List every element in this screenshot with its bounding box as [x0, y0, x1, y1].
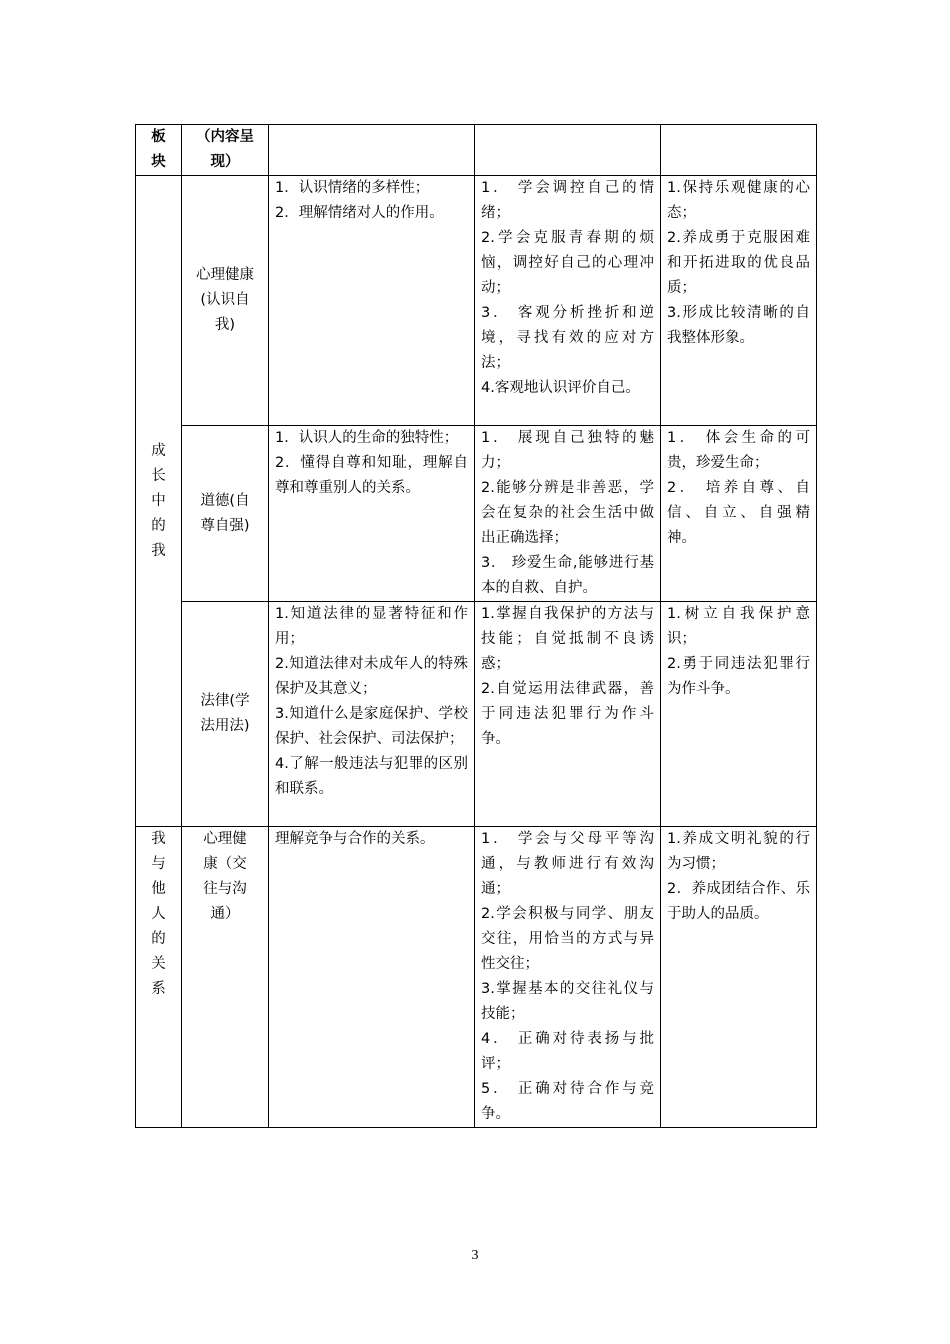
topic-cell: 心理健康(认识自我) — [182, 176, 269, 426]
header-content: （内容呈现） — [182, 125, 269, 176]
topic-cell: 法律(学法用法) — [182, 602, 269, 827]
section-label: 成长中的我 — [136, 176, 182, 827]
header-section: 板块 — [136, 125, 182, 176]
knowledge-cell: 1.知道法律的显著特征和作用； 2.知道法律对未成年人的特殊保护及其意义； 3.知道什么是家庭保护、学校保护、社会保护、司法保护； 4.了解一般违法与犯罪的区别和联系。 — [269, 602, 475, 827]
ability-cell: 1． 学会调控自己的情绪； 2.学会克服青春期的烦恼，调控好自己的心理冲动； 3． 客观分析挫折和逆境，寻找有效的应对方法； 4.客观地认识评价自己。 — [475, 176, 661, 426]
header-knowledge — [269, 125, 475, 176]
section-label: 我与他人的关系 — [136, 827, 182, 1128]
knowledge-cell: 1．认识人的生命的独特性； 2．懂得自尊和知耻，理解自尊和尊重别人的关系。 — [269, 426, 475, 602]
attitude-cell: 1． 体会生命的可贵，珍爱生命； 2． 培养自尊、自信、自立、自强精神。 — [661, 426, 817, 602]
header-ability — [475, 125, 661, 176]
knowledge-cell: 1．认识情绪的多样性； 2．理解情绪对人的作用。 — [269, 176, 475, 426]
page-number: 3 — [471, 1248, 479, 1263]
topic-cell: 心理健康（交往与沟通） — [182, 827, 269, 1128]
table-row — [136, 827, 817, 1128]
attitude-cell: 1.树立自我保护意识； 2.勇于同违法犯罪行为作斗争。 — [661, 602, 817, 827]
ability-cell: 1． 展现自己独特的魅力； 2.能够分辨是非善恶，学会在复杂的社会生活中做出正确选择； 3． 珍爱生命,能够进行基本的自救、自护。 — [475, 426, 661, 602]
ability-cell: 1.掌握自我保护的方法与技能；自觉抵制不良诱惑； 2.自觉运用法律武器，善于同违法犯罪行为作斗争。 — [475, 602, 661, 827]
attitude-cell: 1.养成文明礼貌的行为习惯； 2．养成团结合作、乐于助人的品质。 — [661, 827, 817, 1128]
curriculum-table — [135, 124, 817, 1128]
topic-cell: 道德(自尊自强) — [182, 426, 269, 602]
ability-cell: 1． 学会与父母平等沟通，与教师进行有效沟通； 2.学会积极与同学、朋友交往，用恰当的方式与异性交往； 3.掌握基本的交往礼仪与技能； 4． 正确对待表扬与批评； 5． 正确对待合作与竞争。 — [475, 827, 661, 1128]
knowledge-cell: 理解竞争与合作的关系。 — [269, 827, 475, 1128]
table-row — [136, 602, 817, 827]
header-attitude — [661, 125, 817, 176]
header-row — [136, 125, 817, 176]
attitude-cell: 1.保持乐观健康的心态； 2.养成勇于克服困难和开拓进取的优良品质； 3.形成比较清晰的自我整体形象。 — [661, 176, 817, 426]
table-row — [136, 426, 817, 602]
table-row — [136, 176, 817, 426]
